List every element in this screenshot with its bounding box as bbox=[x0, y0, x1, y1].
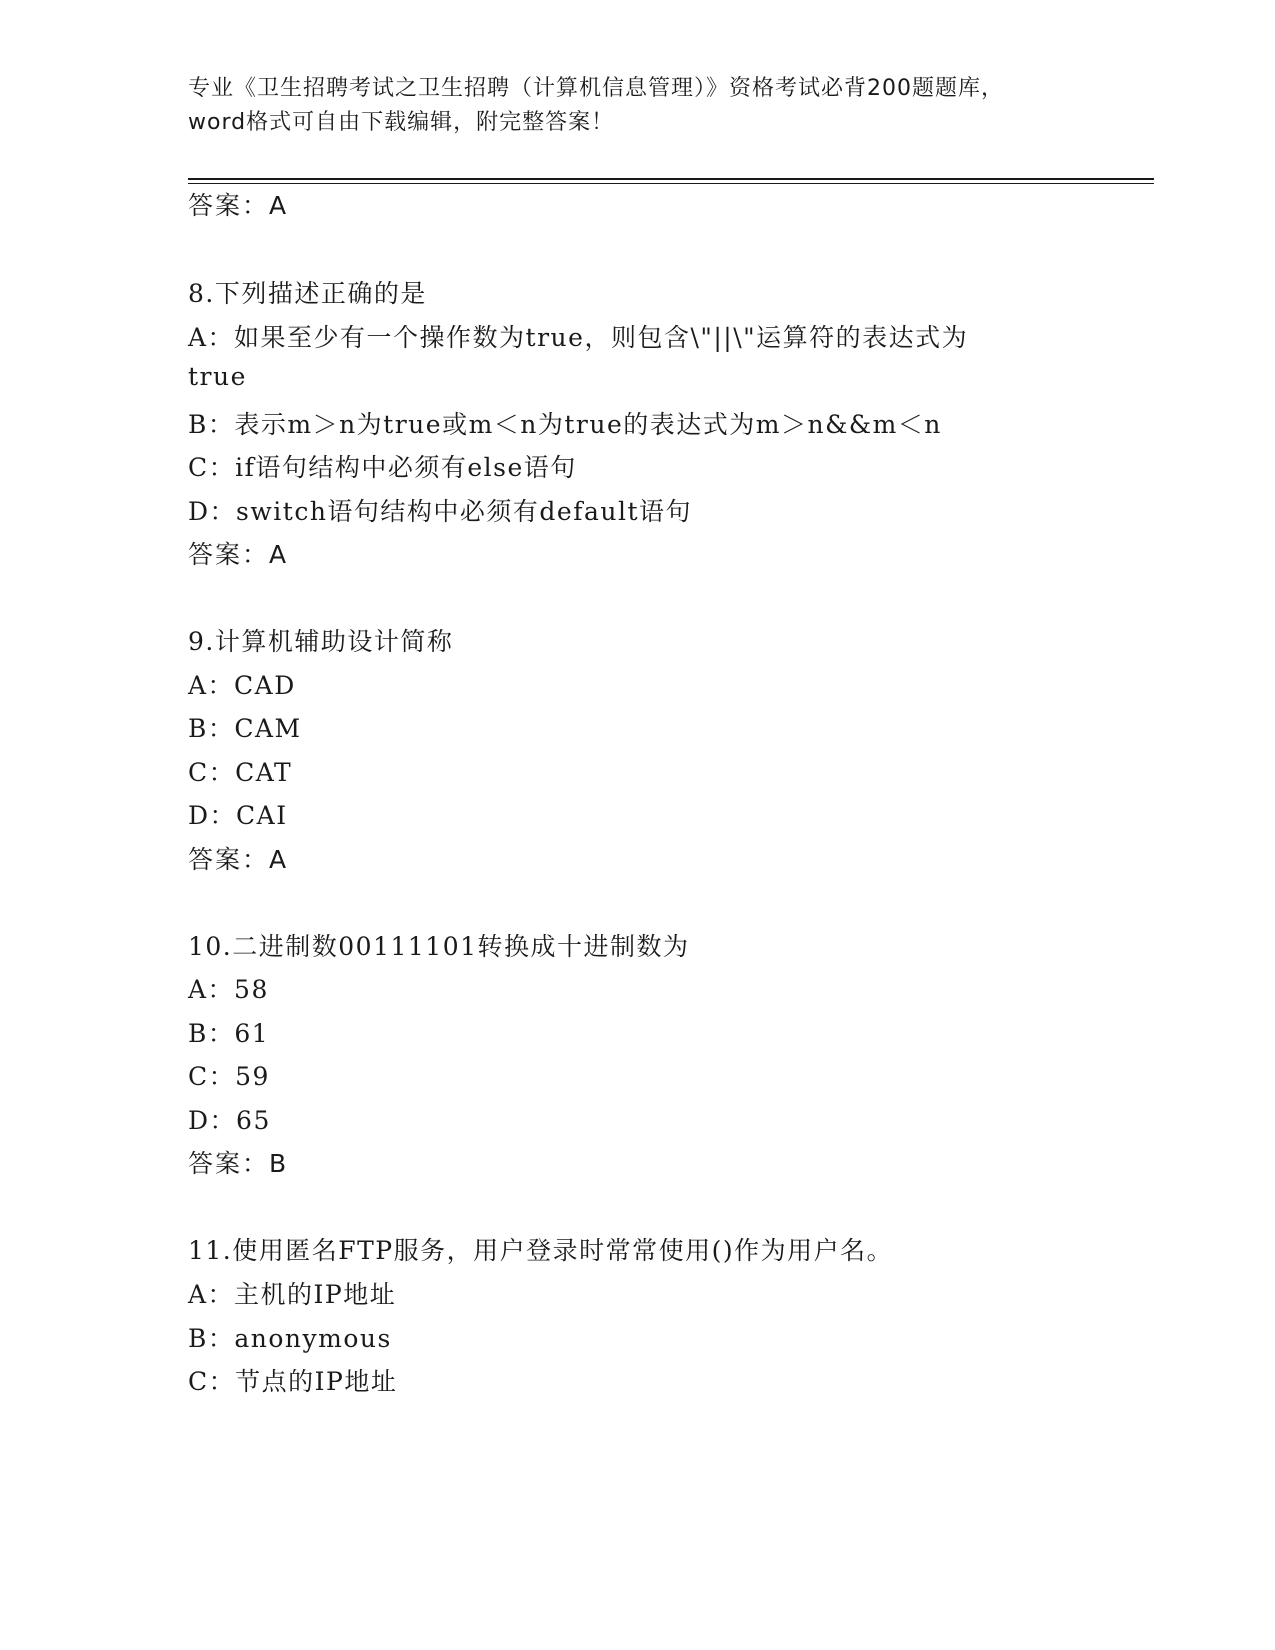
question-10-option-a: A：58 bbox=[188, 975, 269, 1004]
header-divider-thick bbox=[188, 178, 1154, 180]
question-10-stem: 10.二进制数00111101转换成十进制数为 bbox=[188, 932, 690, 961]
header-title-line-2: word格式可自由下载编辑，附完整答案！ bbox=[188, 110, 615, 135]
question-9-answer: 答案：A bbox=[188, 845, 289, 874]
previous-answer: 答案：A bbox=[188, 191, 289, 220]
question-9-stem: 9.计算机辅助设计简称 bbox=[188, 627, 454, 656]
question-10-option-d: D：65 bbox=[188, 1106, 271, 1135]
header-divider-thin bbox=[188, 183, 1154, 184]
document-header bbox=[188, 72, 1088, 140]
question-11-option-b: B：anonymous bbox=[188, 1324, 392, 1353]
question-8-option-d: D：switch语句结构中必须有default语句 bbox=[188, 497, 693, 526]
question-11-stem: 11.使用匿名FTP服务，用户登录时常常使用()作为用户名。 bbox=[188, 1236, 894, 1265]
header-title-line-1: 专业《卫生招聘考试之卫生招聘（计算机信息管理）》资格考试必背200题题库， bbox=[188, 76, 1004, 101]
question-8-option-a-cont: true bbox=[188, 362, 247, 391]
question-10-option-c: C：59 bbox=[188, 1062, 270, 1091]
question-9-option-a: A：CAD bbox=[188, 671, 296, 700]
question-8-option-a: A：如果至少有一个操作数为true，则包含\"||\"运算符的表达式为 bbox=[188, 323, 969, 352]
question-8-stem: 8.下列描述正确的是 bbox=[188, 279, 427, 308]
question-8-option-b: B：表示m＞n为true或m＜n为true的表达式为m＞n&&m＜n bbox=[188, 410, 942, 439]
question-9-option-c: C：CAT bbox=[188, 758, 293, 787]
question-10-option-b: B：61 bbox=[188, 1019, 270, 1048]
question-11-option-c: C：节点的IP地址 bbox=[188, 1367, 398, 1396]
question-10-answer: 答案：B bbox=[188, 1149, 289, 1178]
question-8-option-c: C：if语句结构中必须有else语句 bbox=[188, 453, 577, 482]
question-9-option-d: D：CAI bbox=[188, 801, 288, 830]
question-11-option-a: A：主机的IP地址 bbox=[188, 1280, 397, 1309]
question-8-answer: 答案：A bbox=[188, 540, 289, 569]
question-9-option-b: B：CAM bbox=[188, 714, 302, 743]
